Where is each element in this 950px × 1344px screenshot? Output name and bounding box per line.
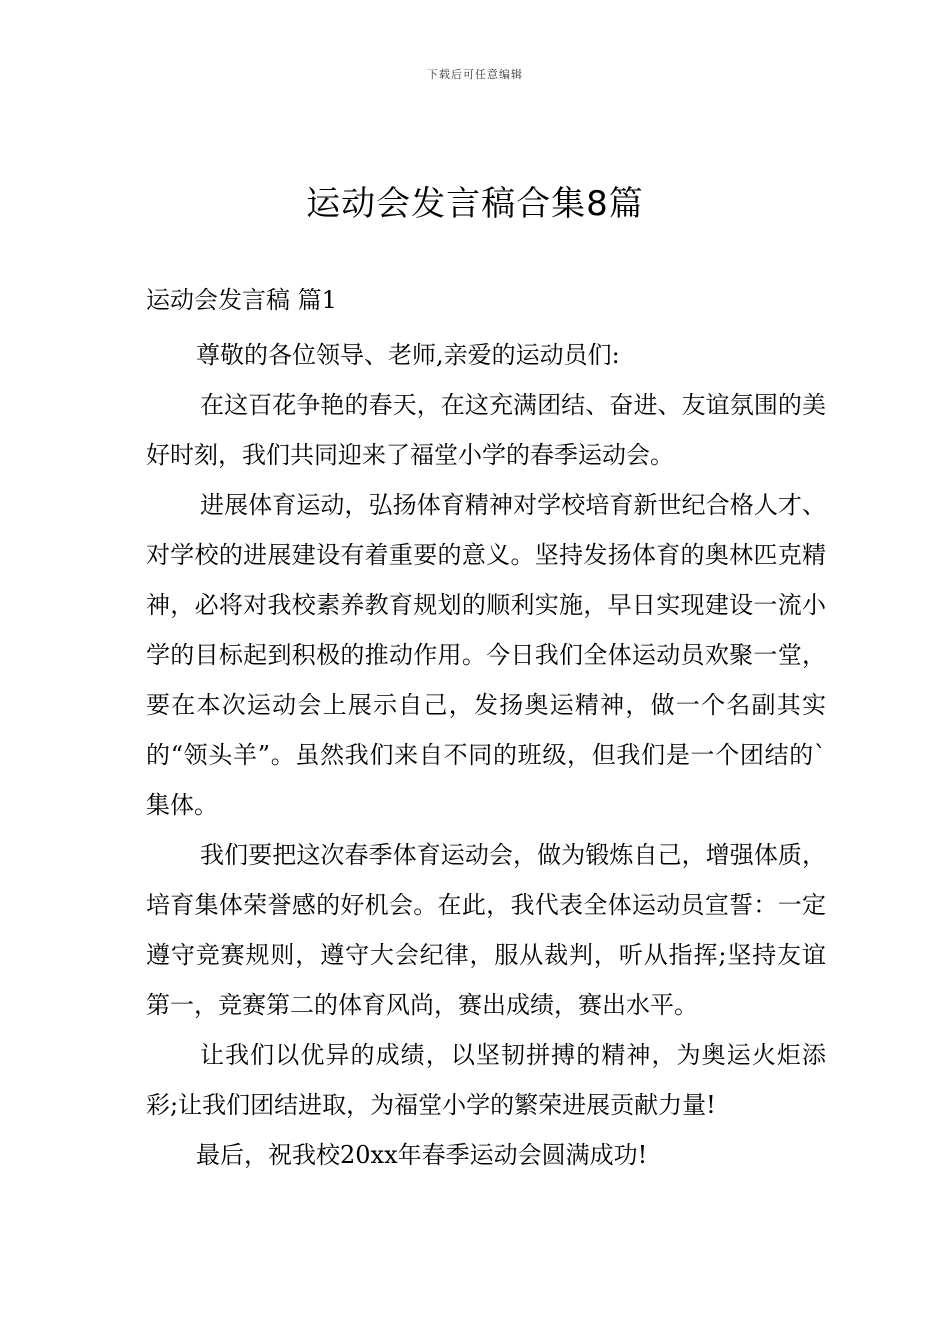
document-title: 运动会发言稿合集8篇 [306, 184, 644, 224]
paragraph-4: 让我们以优异的成绩，以坚韧拼搏的精神，为奥运火炬添彩;让我们团结进取，为福堂小学的繁荣进展贡献力量! [146, 1041, 826, 1119]
document-body [146, 280, 826, 1180]
closing-line: 最后，祝我校20xx年春季运动会圆满成功! [196, 1141, 648, 1169]
paragraph-1: 在这百花争艳的春天，在这充满团结、奋进、友谊氛围的美好时刻，我们共同迎来了福堂小学的春季运动会。 [146, 391, 826, 469]
salutation: 尊敬的各位领导、老师,亲爱的运动员们: [196, 341, 620, 369]
paragraph-2: 进展体育运动，弘扬体育精神对学校培育新世纪合格人才、对学校的进展建设有着重要的意义。坚持发扬体育的奥林匹克精神，必将对我校素养教育规划的顺利实施，早日实现建设一流小学的目标起到积极的推动作用。今日我们全体运动员欢聚一堂，要在本次运动会上展示自己，发扬奥运精神，做一个名副其实的“领头羊”。虽然我们来自不同的班级，但我们是一个团结的`集体。 [146, 491, 826, 819]
header-note: 下载后可任意编辑 [427, 68, 523, 81]
paragraph-3: 我们要把这次春季体育运动会，做为锻炼自己，增强体质，培育集体荣誉感的好机会。在此，我代表全体运动员宣誓：一定遵守竞赛规则，遵守大会纪律，服从裁判，听从指挥;坚持友谊第一，竞赛第二的体育风尚，赛出成绩，赛出水平。 [146, 841, 826, 1019]
section-title: 运动会发言稿 篇1 [146, 286, 337, 314]
